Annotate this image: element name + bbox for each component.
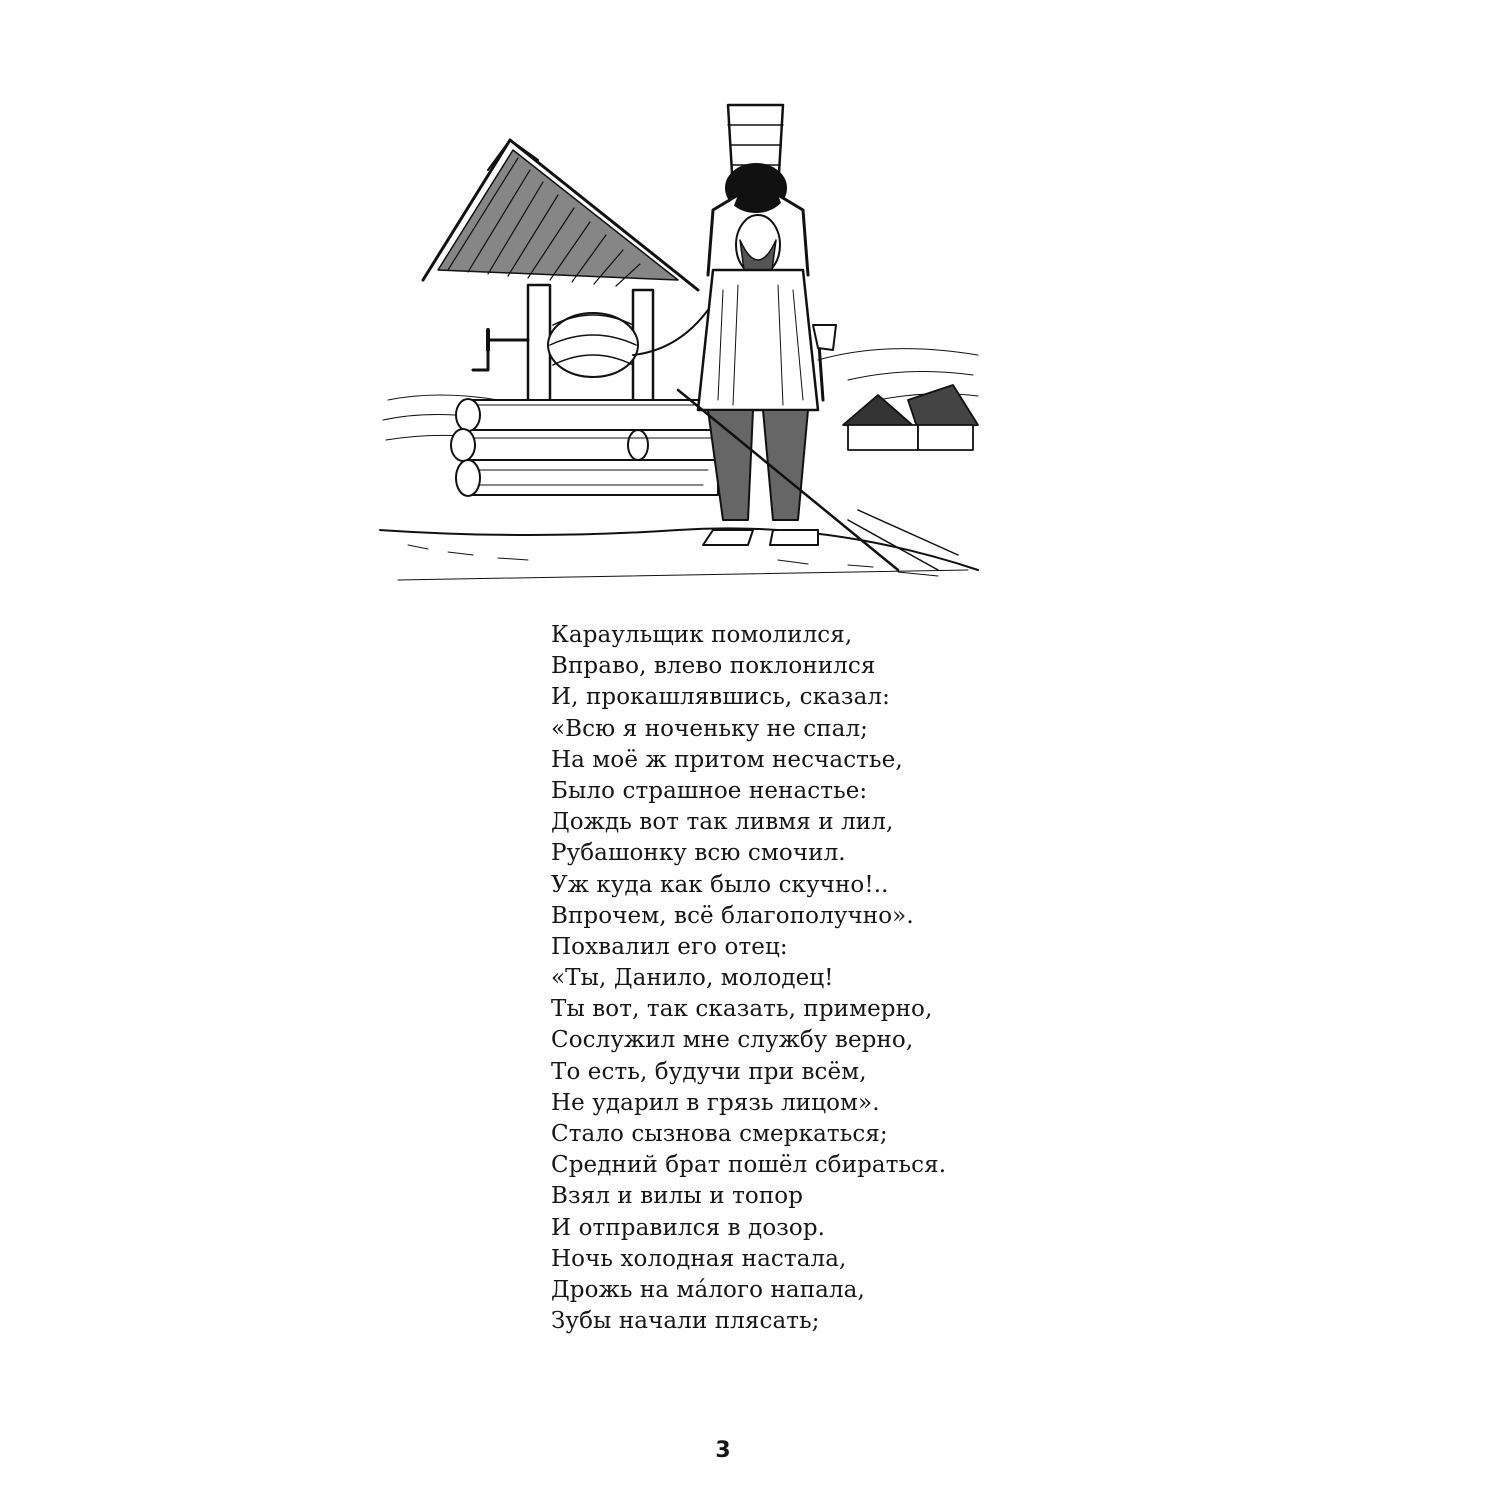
poem-line: Взял и вилы и топор [551,1183,804,1210]
page-number: 3 [715,1438,731,1463]
poem-text [551,620,1111,1337]
poem-line: «Ты, Данило, молодец! [551,965,834,992]
poem-line: Средний брат пошёл сбираться. [551,1152,947,1179]
poem-line: Впрочем, всё благополучно». [551,902,914,929]
poem-line: И отправился в дозор. [551,1214,826,1241]
poem-line: Сослужил мне службу верно, [551,1027,914,1054]
well-illustration [378,100,990,600]
poem-line: И, прокашлявшись, сказал: [551,684,890,711]
poem-line: Рубашонку всю смочил. [551,840,846,867]
poem-line: Было страшное ненастье: [551,777,868,804]
poem-line: Вправо, влево поклонился [551,653,876,680]
poem-line: Караульщик помолился, [551,622,853,648]
well-and-peasant-icon [378,100,990,600]
poem-line: Похвалил его отец: [551,933,788,960]
poem-line: Стало сызнова смеркаться; [551,1121,888,1147]
poem-line: То есть, будучи при всём, [551,1058,867,1085]
poem-line: «Всю я ноченьку не спал; [551,715,869,742]
poem-line: На моё ж притом несчастье, [551,746,903,773]
poem-line: Зубы начали плясать; [551,1308,820,1335]
poem-line: Не ударил в грязь лицом». [551,1089,880,1116]
poem-line: Уж куда как было скучно!.. [551,871,889,898]
poem-line: Ты вот, так сказать, примерно, [551,996,933,1023]
poem-line: Дождь вот так ливмя и лил, [551,809,894,836]
poem-line: Ночь холодная настала, [551,1245,847,1272]
poem-line: Дрожь на ма́лого напала, [551,1276,865,1303]
